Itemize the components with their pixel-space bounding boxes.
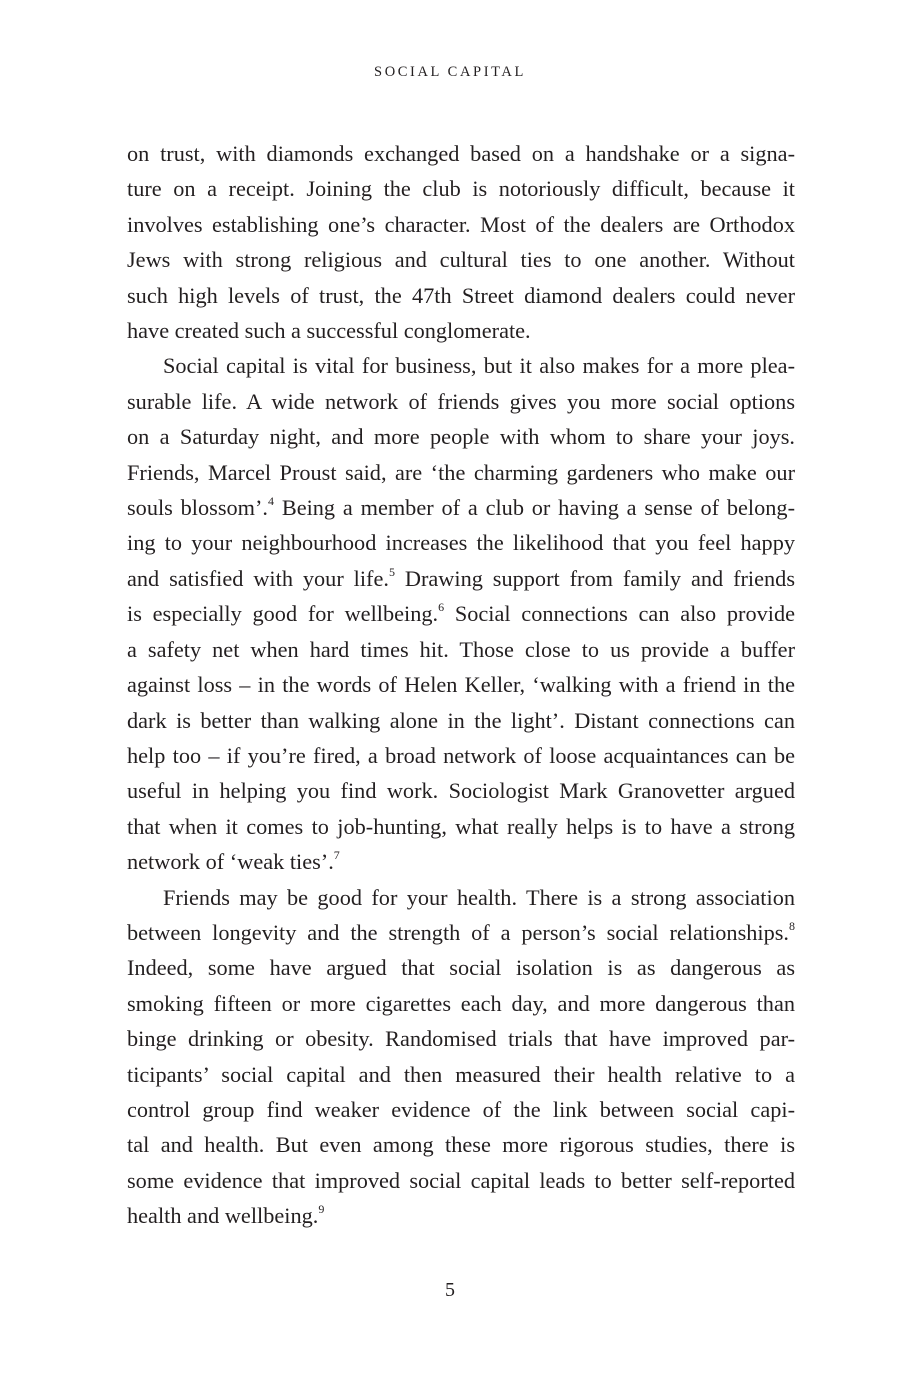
text-run: Drawing support from family and friends: [394, 565, 795, 591]
text-line: [127, 455, 795, 490]
text-line: [127, 667, 795, 702]
text-run: souls blossom’.: [127, 495, 268, 521]
text-run: binge drinking or obesity. Randomised trials that have improved par-: [127, 1026, 795, 1052]
text-line: [127, 915, 795, 950]
footnote-marker[interactable]: 4: [268, 494, 274, 509]
text-line: [127, 207, 795, 242]
text-run: useful in helping you find work. Sociologist Mark Granovetter argued: [127, 778, 795, 804]
text-line: [127, 242, 795, 277]
footnote-marker[interactable]: 8: [789, 918, 795, 933]
footnote-marker[interactable]: 7: [333, 848, 340, 863]
text-line: [127, 278, 795, 313]
text-run: between longevity and the strength of a person’s social relationships.: [127, 919, 789, 945]
text-line: [127, 773, 795, 808]
text-run: some evidence that improved social capital leads to better self-reported: [127, 1167, 795, 1193]
footnote-marker[interactable]: 6: [438, 600, 445, 615]
text-line: [127, 986, 795, 1021]
text-run: smoking fifteen or more cigarettes each day, and more dangerous than: [127, 990, 795, 1016]
text-run: against loss – in the words of Helen Keller, ‘walking with a friend in the: [127, 672, 795, 698]
text-line: [127, 419, 795, 454]
body-paragraph: [127, 880, 795, 1234]
text-run: Social connections can also provide: [444, 601, 795, 627]
text-run: dark is better than walking alone in the light’. Distant connections can: [127, 707, 795, 733]
text-run: ing to your neighbourhood increases the likelihood that you feel happy: [127, 530, 795, 556]
text-line: [127, 880, 795, 915]
text-line: [127, 313, 795, 348]
text-line: [127, 490, 795, 525]
text-run: surable life. A wide network of friends gives you more social options: [127, 388, 795, 414]
text-line: [127, 348, 795, 383]
text-line: [127, 525, 795, 560]
text-run: help too – if you’re fired, a broad network of loose acquaintances can be: [127, 742, 795, 768]
body-paragraph: [127, 348, 795, 879]
text-run: Friends may be good for your health. There is a strong association: [163, 884, 795, 910]
text-line: [127, 632, 795, 667]
text-run: and satisfied with your life.: [127, 565, 389, 591]
text-line: [127, 1057, 795, 1092]
text-line: [127, 809, 795, 844]
text-run: have created such a successful conglomerate.: [127, 318, 531, 344]
text-line: [127, 738, 795, 773]
text-run: such high levels of trust, the 47th Street diamond dealers could never: [127, 282, 795, 308]
body-text: [127, 136, 795, 1234]
text-run: Social capital is vital for business, but it also makes for a more plea-: [163, 353, 795, 379]
text-line: [127, 1021, 795, 1056]
text-run: on a Saturday night, and more people with whom to share your joys.: [127, 424, 795, 450]
footnote-marker[interactable]: 9: [318, 1202, 325, 1217]
page-number: 5: [445, 1279, 455, 1301]
text-run: ture on a receipt. Joining the club is notoriously difficult, because it: [127, 176, 795, 202]
text-run: involves establishing one’s character. Most of the dealers are Orthodox: [127, 211, 795, 237]
footnote-marker[interactable]: 5: [388, 564, 395, 579]
text-run: on trust, with diamonds exchanged based on a handshake or a signa-: [127, 141, 795, 166]
text-line: [127, 596, 795, 631]
body-paragraph: [127, 136, 795, 348]
text-line: [127, 1198, 795, 1233]
text-run: that when it comes to job-hunting, what really helps is to have a strong: [127, 813, 795, 839]
text-run: health and wellbeing.: [127, 1203, 319, 1229]
text-line: [127, 844, 795, 879]
text-line: [127, 384, 795, 419]
text-run: Jews with strong religious and cultural ties to one another. Without: [127, 247, 795, 273]
text-run: Indeed, some have argued that social isolation is as dangerous as: [127, 955, 795, 981]
text-line: [127, 703, 795, 738]
text-line: [127, 1127, 795, 1162]
text-line: [127, 950, 795, 985]
text-line: [127, 136, 795, 171]
text-line: [127, 561, 795, 596]
text-run: tal and health. But even among these more rigorous studies, there is: [127, 1132, 795, 1158]
running-head: SOCIAL CAPITAL: [374, 64, 526, 80]
text-line: [127, 1163, 795, 1198]
text-run: Being a member of a club or having a sense of belong-: [274, 495, 795, 521]
text-run: control group find weaker evidence of the link between social capi-: [127, 1096, 795, 1122]
text-run: is especially good for wellbeing.: [127, 601, 439, 627]
text-run: network of ‘weak ties’.: [127, 849, 334, 875]
text-run: ticipants’ social capital and then measured their health relative to a: [127, 1061, 795, 1087]
text-run: Friends, Marcel Proust said, are ‘the charming gardeners who make our: [127, 459, 795, 485]
text-line: [127, 1092, 795, 1127]
text-line: [127, 171, 795, 206]
text-run: a safety net when hard times hit. Those close to us provide a buffer: [127, 636, 795, 662]
